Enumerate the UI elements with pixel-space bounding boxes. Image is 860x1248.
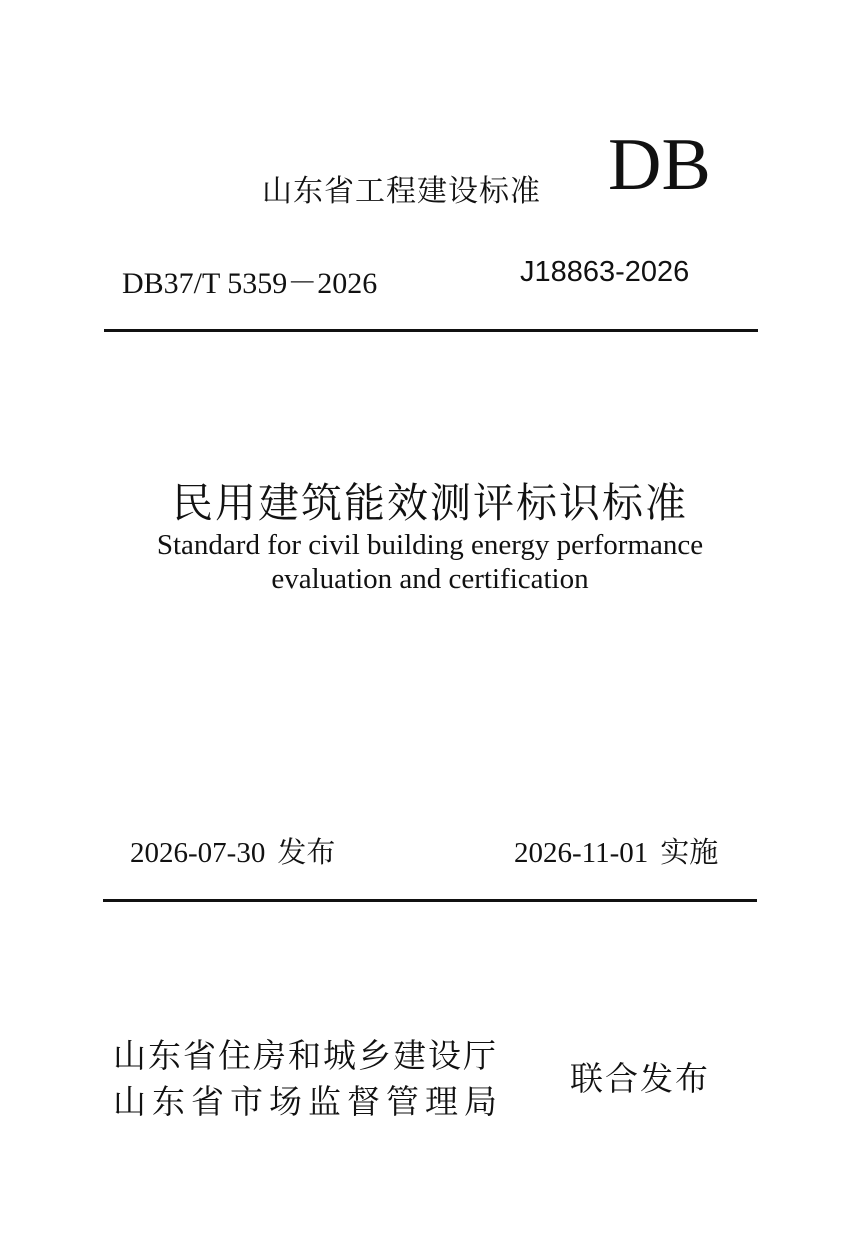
issue-date-block [130, 830, 335, 871]
issue-date: 2026-07-30 [130, 837, 266, 869]
series-title: 山东省工程建设标准 [262, 174, 541, 209]
issuer-housing-department: 山东省住房和城乡建设厅 [113, 1036, 498, 1075]
effective-date-block [514, 830, 718, 871]
bottom-divider [103, 899, 757, 902]
db-mark: DB [608, 124, 711, 206]
effective-label: 实施 [660, 835, 719, 869]
issuer-market-regulation: 山东省市场监督管理局 [113, 1082, 503, 1121]
issue-label: 发布 [277, 835, 336, 869]
title-english-line2: evaluation and certification [271, 563, 589, 595]
effective-date: 2026-11-01 [514, 837, 649, 869]
top-divider [104, 329, 758, 332]
title-english-line1: Standard for civil building energy performance [156, 529, 704, 561]
joint-release-label: 联合发布 [570, 1059, 710, 1098]
standard-number: DB37/T 5359－2026 [122, 267, 378, 300]
record-number: J18863-2026 [520, 256, 690, 288]
title-chinese: 民用建筑能效测评标识标准 [172, 479, 688, 527]
